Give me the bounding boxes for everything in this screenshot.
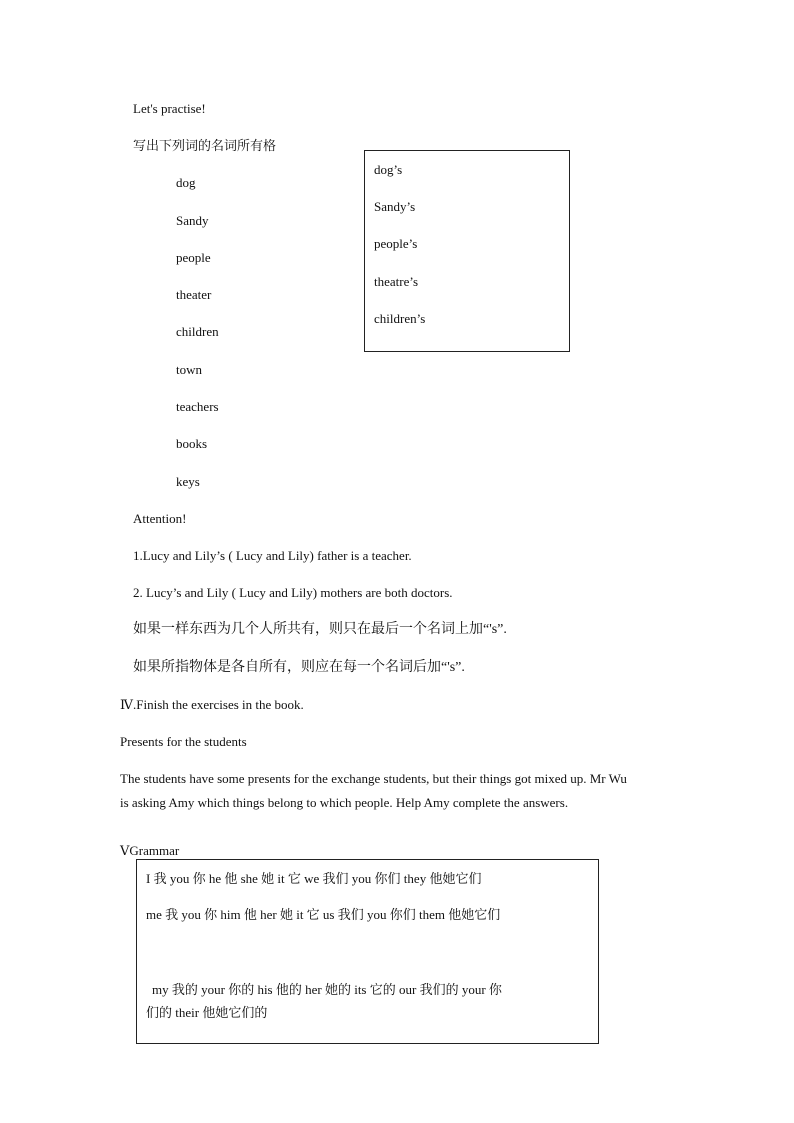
- word-item: theater: [176, 287, 212, 302]
- word-item: children: [176, 324, 219, 339]
- grammar-heading: ⅤGrammar: [120, 843, 180, 858]
- answer-item: children’s: [374, 311, 426, 326]
- attention-example-1: 1.Lucy and Lily’s ( Lucy and Lily) father is a teacher.: [133, 548, 412, 563]
- attention-example-2: 2. Lucy’s and Lily ( Lucy and Lily) mothers are both doctors.: [133, 585, 453, 600]
- answer-item: Sandy’s: [374, 199, 416, 214]
- word-item: teachers: [176, 399, 219, 414]
- subject-pronouns: I 我 you 你 he 他 she 她 it 它 we 我们 you 你们 they 他她它们: [146, 871, 482, 886]
- word-item: keys: [176, 474, 200, 489]
- attention-rule-1: 如果一样东西为几个人所共有，则只在最后一个名词上加“'s”.: [133, 622, 507, 637]
- practise-instruction: 写出下列词的名词所有格: [133, 138, 277, 153]
- grammar-box: [136, 859, 599, 1044]
- section-4-paragraph-line-1: The students have some presents for the exchange students, but their things got mixed up. Mr Wu: [120, 771, 627, 786]
- answer-item: people’s: [374, 236, 418, 251]
- word-item: town: [176, 362, 202, 377]
- section-4-heading: Ⅳ.Finish the exercises in the book.: [120, 697, 304, 712]
- word-item: people: [176, 250, 211, 265]
- word-item: Sandy: [176, 213, 209, 228]
- answer-box: [364, 150, 570, 352]
- answer-item: theatre’s: [374, 274, 419, 289]
- attention-rule-2: 如果所指物体是各自所有，则应在每一个名词后加“'s”.: [133, 660, 465, 675]
- object-pronouns: me 我 you 你 him 他 her 她 it 它 us 我们 you 你们 them 他她它们: [146, 907, 501, 922]
- practise-heading: Let's practise!: [133, 101, 206, 116]
- attention-heading: Attention!: [133, 511, 187, 526]
- word-item: dog: [176, 175, 196, 190]
- answer-item: dog’s: [374, 162, 403, 177]
- section-4-subheading: Presents for the students: [120, 734, 247, 749]
- possessive-pronouns-line-1: my 我的 your 你的 his 他的 her 她的 its 它的 our 我们的 your 你: [152, 982, 502, 997]
- section-4-paragraph-line-2: is asking Amy which things belong to which people. Help Amy complete the answers.: [120, 795, 569, 810]
- possessive-pronouns-line-2: 们的 their 他她它们的: [146, 1005, 268, 1020]
- word-item: books: [176, 436, 208, 451]
